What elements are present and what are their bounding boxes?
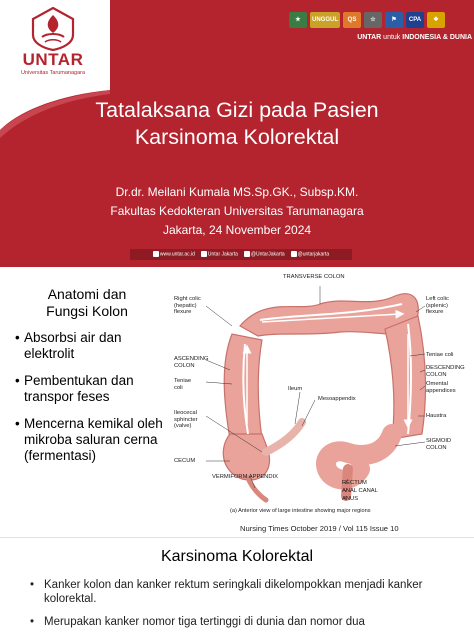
star-rating-icon: ☆ [364, 12, 382, 28]
label-transverse-colon: TRANSVERSE COLON [283, 274, 345, 280]
author-name: Dr.dr. Meilani Kumala MS.Sp.GK., Subsp.KM. [115, 185, 359, 199]
carcinoma-title: Karsinoma Kolorektal [160, 548, 314, 565]
carcinoma-list [30, 578, 460, 632]
label-ileocecal-sphincter: Ileocecal sphincter (valve) [174, 410, 198, 429]
label-cecum: CECUM [174, 458, 196, 464]
citation: Nursing Times October 2019 / Vol 115 Issue 10 [240, 524, 399, 533]
award-icon: ★ [289, 12, 307, 28]
cpa-icon: CPA [406, 12, 424, 28]
motto-rest: INDONESIA & DUNIA [402, 34, 472, 41]
label-left-flexure: Left colic (splenic) flexure [426, 296, 449, 315]
presentation-title [40, 97, 434, 151]
accreditation-badge-icon: UNGGUL [310, 12, 340, 28]
motto-light: untuk [383, 34, 401, 41]
descending-colon-shape [385, 316, 425, 439]
social-website[interactable]: www.untar.ac.id [153, 251, 195, 257]
qs-ranking-icon: QS [343, 12, 361, 28]
emblem-icon: ❖ [427, 12, 445, 28]
heading-line-1: Anatomi dan [47, 286, 127, 302]
figure-caption: (a) Anterior view of large intestine showing major regions [230, 508, 371, 514]
sigmoid-colon-shape [326, 434, 392, 479]
label-omental-appendices: Omental appendices [426, 381, 456, 394]
motto-bold: UNTAR [357, 34, 382, 41]
function-item: • Absorbsi air dan elektrolit [18, 330, 173, 362]
colon-diagram [170, 274, 470, 509]
title-line-2: Karsinoma Kolorektal [134, 125, 340, 149]
untar-logo [0, 0, 110, 90]
partner-logos [289, 12, 445, 30]
appendix-shape [248, 478, 266, 500]
untar-emblem-icon [25, 5, 81, 51]
function-item: • Pembentukan dan transpor feses [18, 373, 173, 405]
label-ascending-colon: ASCENDING COLON [174, 356, 209, 369]
anatomy-heading [22, 286, 152, 320]
instagram-icon [291, 251, 297, 257]
presentation-date: Jakarta, 24 November 2024 [162, 223, 312, 237]
faculty-name: Fakultas Kedokteran Universitas Tarumanagara [110, 204, 364, 218]
social-facebook[interactable]: Untar Jakarta [201, 251, 238, 257]
logo-wordmark: UNTAR [22, 50, 84, 69]
function-item: • Mencerna kemikal oleh mikroba saluran cerna (fermentasi) [18, 416, 173, 464]
globe-icon [153, 251, 159, 257]
function-list [18, 330, 173, 475]
title-slide [0, 0, 474, 267]
carcinoma-item: • Merupakan kanker nomor tiga tertinggi di dunia dan nomor dua [30, 615, 460, 629]
heading-line-2: Fungsi Kolon [46, 303, 128, 319]
social-twitter[interactable]: @UntarJakarta [244, 251, 285, 257]
label-anal-canal: ANAL CANAL [342, 488, 378, 494]
carcinoma-item: • Kanker kolon dan kanker rektum seringkali dikelompokkan menjadi kanker kolorektal. [30, 578, 460, 606]
label-sigmoid-colon: SIGMOID COLON [426, 438, 452, 451]
social-instagram[interactable]: @untarjakarta [291, 251, 329, 257]
author-block [40, 183, 434, 240]
motto [328, 34, 472, 41]
label-right-flexure: Right colic (hepatic) flexure [174, 296, 201, 315]
social-bar [130, 249, 352, 260]
label-ileum: Ileum [288, 386, 303, 392]
label-rectum: RECTUM [342, 480, 367, 486]
anatomy-slide [0, 268, 474, 537]
label-haustra: Haustra [426, 413, 447, 419]
certification-icon: ⚑ [385, 12, 403, 28]
label-teniae-coli-right: Teniae coli [426, 352, 454, 358]
facebook-icon [201, 251, 207, 257]
label-mesoappendix: Mesoappendix [318, 396, 356, 402]
label-descending-colon: DESCENDING COLON [426, 365, 465, 378]
twitter-icon [244, 251, 250, 257]
logo-subtext: Universitas Tarumanagara [20, 70, 86, 76]
ileum-shape [266, 422, 302, 452]
title-line-1: Tatalaksana Gizi pada Pasien [95, 98, 379, 122]
carcinoma-slide [0, 537, 474, 632]
label-vermiform-appendix: VERMIFORM APPENDIX [212, 474, 279, 480]
label-teniae-coli-left: Teniae coli [174, 378, 192, 391]
label-anus: ANUS [342, 496, 359, 502]
